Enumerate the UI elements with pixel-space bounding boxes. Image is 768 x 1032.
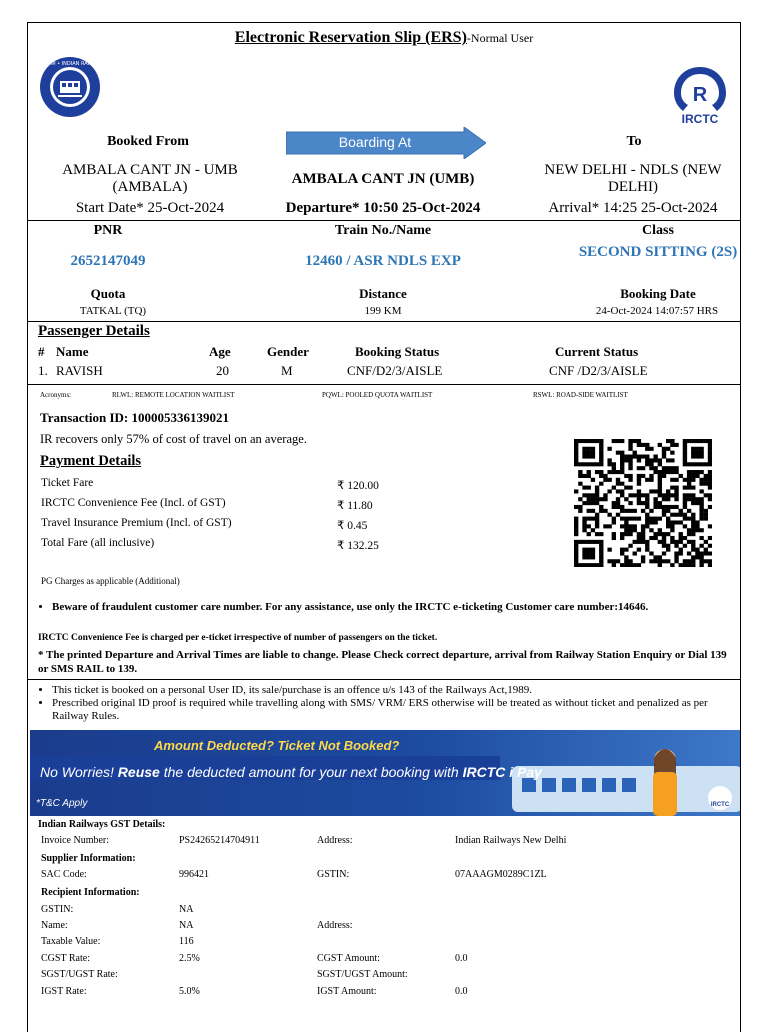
row-booking-status: CNF/D2/3/AISLE: [347, 363, 443, 378]
cgst-amount-value: 0.0: [455, 953, 468, 964]
divider: [28, 321, 740, 322]
r-name-label: Name:: [41, 920, 68, 931]
r-address-label: Address:: [317, 920, 353, 931]
transaction-id: Transaction ID: 100005336139021: [40, 410, 229, 425]
gstin-label: GSTIN:: [317, 869, 350, 880]
start-date: Start Date* 25-Oct-2024: [75, 200, 225, 216]
cgst-rate-label: CGST Rate:: [41, 953, 90, 964]
fare-label: Ticket Fare: [41, 477, 94, 489]
banner-line-b: Reuse: [117, 764, 160, 780]
pnr-value: 2652147049: [70, 253, 146, 269]
divider: [28, 384, 740, 385]
boarding-label: Boarding At: [338, 134, 412, 150]
banner-message: [40, 764, 542, 780]
from-station: AMBALA CANT JN - UMB (AMBALA): [62, 162, 238, 195]
indian-railways-logo: [38, 55, 102, 119]
col-age: Age: [209, 344, 231, 359]
acronym-pqwl: PQWL: POOLED QUOTA WAITLIST: [322, 391, 433, 399]
passenger-heading: Passenger Details: [38, 323, 150, 339]
distance-label: Distance: [359, 286, 407, 301]
taxable-label: Taxable Value:: [41, 936, 101, 947]
fare-amount: ₹ 120.00: [337, 480, 379, 492]
r-gstin-value: NA: [179, 904, 194, 915]
row-current-status: CNF /D2/3/AISLE: [549, 363, 648, 378]
quota-value: TATKAL (TQ): [79, 305, 147, 317]
cgst-rate-value: 2.5%: [179, 953, 200, 964]
col-name: Name: [56, 344, 89, 359]
r-name-value: NA: [179, 920, 194, 931]
sac-label: SAC Code:: [41, 869, 87, 880]
to-station: NEW DELHI - NDLS (NEW DELHI): [544, 162, 722, 195]
banner-tc: *T&C Apply: [36, 798, 88, 809]
insurance-label: Travel Insurance Premium (Incl. of GST): [41, 517, 232, 529]
acronym-rlwl: RLWL: REMOTE LOCATION WAITLIST: [112, 391, 235, 399]
ipay-banner[interactable]: [30, 730, 740, 816]
taxable-value: 116: [179, 936, 194, 947]
conv-fee-amount: ₹ 11.80: [337, 500, 373, 512]
sac-value: 996421: [179, 869, 209, 880]
train-label: Train No./Name: [334, 223, 432, 238]
title-suffix: -Normal User: [466, 31, 534, 45]
acronyms-label: Acronyms:: [40, 391, 72, 399]
class-value: SECOND SITTING (2S): [578, 244, 738, 260]
divider: [28, 220, 740, 221]
gst-heading: Indian Railways GST Details:: [38, 819, 166, 830]
distance-value: 199 KM: [364, 305, 402, 317]
igst-rate-label: IGST Rate:: [41, 986, 87, 997]
sgst-amount-label: SGST/UGST Amount:: [317, 969, 408, 980]
svg-text:भारतीय रेल • INDIAN RAILWAYS: भारतीय रेल • INDIAN RAILWAYS: [38, 61, 102, 67]
booking-date-value: 24-Oct-2024 14:07:57 HRS: [595, 305, 719, 317]
timing-notice: * The printed Departure and Arrival Times are liable to change. Please Check correct departure, arrival from Railway Station Enquiry or Dial 139 or SMS RAIL to 139.: [38, 649, 727, 675]
total-label: Total Fare (all inclusive): [41, 537, 155, 549]
boarding-station: AMBALA CANT JN (UMB): [291, 171, 475, 187]
insurance-amount: ₹ 0.45: [337, 520, 368, 532]
sgst-rate-label: SGST/UGST Rate:: [41, 969, 118, 980]
svg-text:R: R: [692, 84, 708, 106]
booked-from-label: Booked From: [107, 134, 189, 149]
boarding-arrow: [286, 127, 486, 157]
rule-item: • This ticket is booked on a personal User ID, its sale/purchase is an offence u/s 143 of the Railways Act,1989.: [52, 684, 728, 697]
r-gstin-label: GSTIN:: [41, 904, 74, 915]
row-gender: M: [281, 363, 293, 378]
quota-label: Quota: [90, 286, 126, 301]
divider: [28, 679, 740, 680]
conv-fee-notice: IRCTC Convenience Fee is charged per e-ticket irrespective of number of passengers on the ticket.: [38, 633, 438, 643]
fraud-notice: [38, 601, 718, 613]
pnr-label: PNR: [93, 223, 123, 238]
pg-charges-note: PG Charges as applicable (Additional): [41, 576, 180, 586]
rule-item: • Prescribed original ID proof is required while travelling along with SMS/ VRM/ ERS otherwise will be treated as without ticket and penalized as per Railway Rules.: [52, 697, 728, 723]
ers-page: [27, 22, 741, 1032]
address-label: Address:: [317, 835, 353, 846]
ers-title: [28, 29, 740, 47]
acronym-rswl: RSWL: ROAD-SIDE WAITLIST: [533, 391, 628, 399]
col-gender: Gender: [267, 344, 309, 359]
banner-irctc-logo: IRCTC: [710, 802, 730, 808]
col-current-status: Current Status: [555, 344, 639, 359]
recovery-note: IR recovers only 57% of cost of travel on an average.: [40, 432, 307, 446]
gstin-value: 07AAAGM0289C1ZL: [455, 869, 547, 880]
irctc-logo: [668, 61, 732, 125]
igst-amount-value: 0.0: [455, 986, 468, 997]
recipient-heading: Recipient Information:: [41, 887, 140, 898]
banner-headline: Amount Deducted? Ticket Not Booked?: [154, 738, 400, 753]
qr-code: [574, 439, 712, 567]
igst-rate-value: 5.0%: [179, 986, 200, 997]
to-label: To: [626, 134, 642, 149]
conv-fee-label: IRCTC Convenience Fee (Incl. of GST): [41, 497, 226, 509]
total-amount: ₹ 132.25: [337, 540, 379, 552]
departure-time: Departure* 10:50 25-Oct-2024: [285, 200, 481, 216]
fraud-notice-text: • Beware of fraudulent customer care number. For any assistance, use only the IRCTC e-ticketing Customer care number:14646.: [52, 601, 718, 613]
banner-line-d: IRCTC i Pay: [462, 764, 542, 780]
cgst-amount-label: CGST Amount:: [317, 953, 380, 964]
rules-list: [38, 684, 728, 723]
row-num: 1.: [38, 363, 48, 378]
booking-date-label: Booking Date: [620, 286, 696, 301]
col-booking-status: Booking Status: [355, 344, 440, 359]
class-label: Class: [642, 223, 674, 238]
arrival-time: Arrival* 14:25 25-Oct-2024: [548, 200, 718, 216]
row-age: 20: [216, 363, 229, 378]
payment-heading: Payment Details: [40, 453, 142, 469]
supplier-heading: Supplier Information:: [41, 853, 136, 864]
col-num: #: [38, 344, 45, 359]
svg-text:IRCTC: IRCTC: [681, 112, 719, 125]
invoice-value: PS24265214704911: [179, 835, 260, 846]
address-value: Indian Railways New Delhi: [455, 835, 567, 846]
banner-line-a: No Worries!: [40, 764, 114, 780]
title-text: Electronic Reservation Slip (ERS): [234, 29, 467, 46]
invoice-label: Invoice Number:: [41, 835, 110, 846]
train-value: 12460 / ASR NDLS EXP: [305, 253, 461, 269]
igst-amount-label: IGST Amount:: [317, 986, 377, 997]
banner-line-c: the deducted amount for your next booking with: [163, 764, 459, 780]
row-name: RAVISH: [56, 363, 103, 378]
